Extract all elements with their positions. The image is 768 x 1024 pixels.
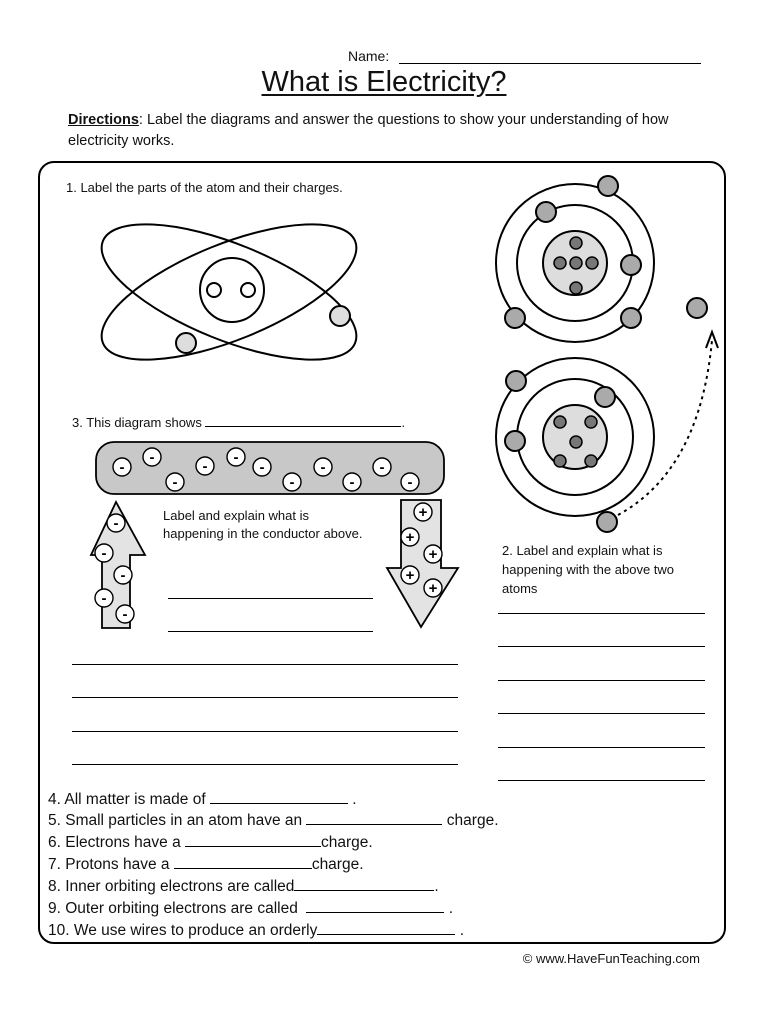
electron-charge-symbol: - (101, 545, 107, 562)
question-1: 1. Label the parts of the atom and their charges. (66, 180, 343, 195)
question-text: 5. Small particles in an atom have an (48, 812, 303, 829)
answer-line[interactable] (72, 697, 458, 698)
question-suffix: . (459, 922, 465, 939)
directions-text: : Label the diagrams and answer the questions to show your understanding of how electricity works. (68, 112, 669, 149)
answer-blank[interactable] (185, 832, 321, 847)
electron-charge-symbol: - (233, 449, 239, 466)
answer-blank[interactable] (306, 898, 444, 913)
question-3-suffix: . (401, 415, 406, 430)
page-title: What is Electricity? (261, 66, 507, 98)
question-7 (48, 854, 364, 874)
question-3 (72, 414, 405, 430)
question-9 (48, 898, 453, 918)
answer-line-q2[interactable] (498, 646, 705, 647)
electron-charge-symbol: - (149, 449, 155, 466)
question-3-label: 3. This diagram shows (72, 415, 202, 430)
answer-line-q2[interactable] (498, 747, 705, 748)
answer-line-q2[interactable] (498, 613, 705, 614)
question-text: 7. Protons have a (48, 856, 170, 873)
question-suffix: charge. (311, 856, 364, 873)
question-4 (48, 789, 357, 809)
question-suffix: . (434, 878, 439, 895)
atom-diagram (85, 197, 373, 388)
question-suffix: charge. (446, 812, 499, 829)
answer-line[interactable] (72, 731, 458, 732)
answer-line-q3[interactable] (168, 631, 373, 632)
answer-line[interactable] (72, 764, 458, 765)
proton-charge-symbol: + (428, 546, 438, 563)
answer-line-q2[interactable] (498, 780, 705, 781)
answer-line-q2[interactable] (498, 680, 705, 681)
two-atoms-diagram (496, 176, 718, 532)
question-suffix: charge. (321, 834, 373, 851)
electron-charge-symbol: - (172, 474, 178, 491)
answer-line-q3[interactable] (168, 598, 373, 599)
conductor-label: Label and explain what is happening in the conductor above. (163, 508, 363, 541)
electron-charge-symbol: - (289, 474, 295, 491)
question-5 (48, 810, 499, 830)
answer-blank[interactable] (306, 810, 442, 825)
answer-line[interactable] (72, 664, 458, 665)
answer-blank[interactable] (210, 789, 348, 804)
proton-charge-symbol: + (418, 504, 428, 521)
question-suffix: . (448, 900, 454, 917)
question-suffix: . (352, 791, 357, 808)
electron-charge-symbol: - (119, 459, 125, 476)
electron-charge-symbol: - (320, 459, 326, 476)
electron-charge-symbol: - (101, 590, 107, 607)
electron-charge-symbol: - (113, 515, 119, 532)
proton-charge-symbol: + (428, 580, 438, 597)
electron-charge-symbol: - (259, 459, 265, 476)
question-text: 4. All matter is made of (48, 791, 206, 808)
electron-charge-symbol: - (122, 606, 128, 623)
question-2: 2. Label and explain what is happening with the above two atoms (502, 543, 675, 596)
answer-line-q2[interactable] (498, 713, 705, 714)
question-text: 9. Outer orbiting electrons are called (48, 900, 298, 917)
copyright-credit: © www.HaveFunTeaching.com (522, 951, 700, 966)
proton-charge-symbol: + (405, 567, 415, 584)
directions-label: Directions (68, 112, 139, 128)
question-6 (48, 832, 373, 852)
electron-charge-symbol: - (407, 474, 413, 491)
answer-blank[interactable] (294, 876, 434, 891)
electron-charge-symbol: - (379, 459, 385, 476)
answer-blank-q3[interactable] (205, 414, 401, 427)
electron-charge-symbol: - (120, 567, 126, 584)
question-10 (48, 920, 464, 940)
proton-charge-symbol: + (405, 529, 415, 546)
question-8 (48, 876, 439, 896)
question-text: 10. We use wires to produce an orderly (48, 922, 318, 939)
question-text: 6. Electrons have a (48, 834, 181, 851)
answer-blank[interactable] (174, 854, 312, 869)
electron-charge-symbol: - (349, 474, 355, 491)
name-label: Name: (348, 48, 390, 64)
answer-blank[interactable] (317, 920, 455, 935)
question-text: 8. Inner orbiting electrons are called (48, 878, 295, 895)
electron-charge-symbol: - (202, 458, 208, 475)
